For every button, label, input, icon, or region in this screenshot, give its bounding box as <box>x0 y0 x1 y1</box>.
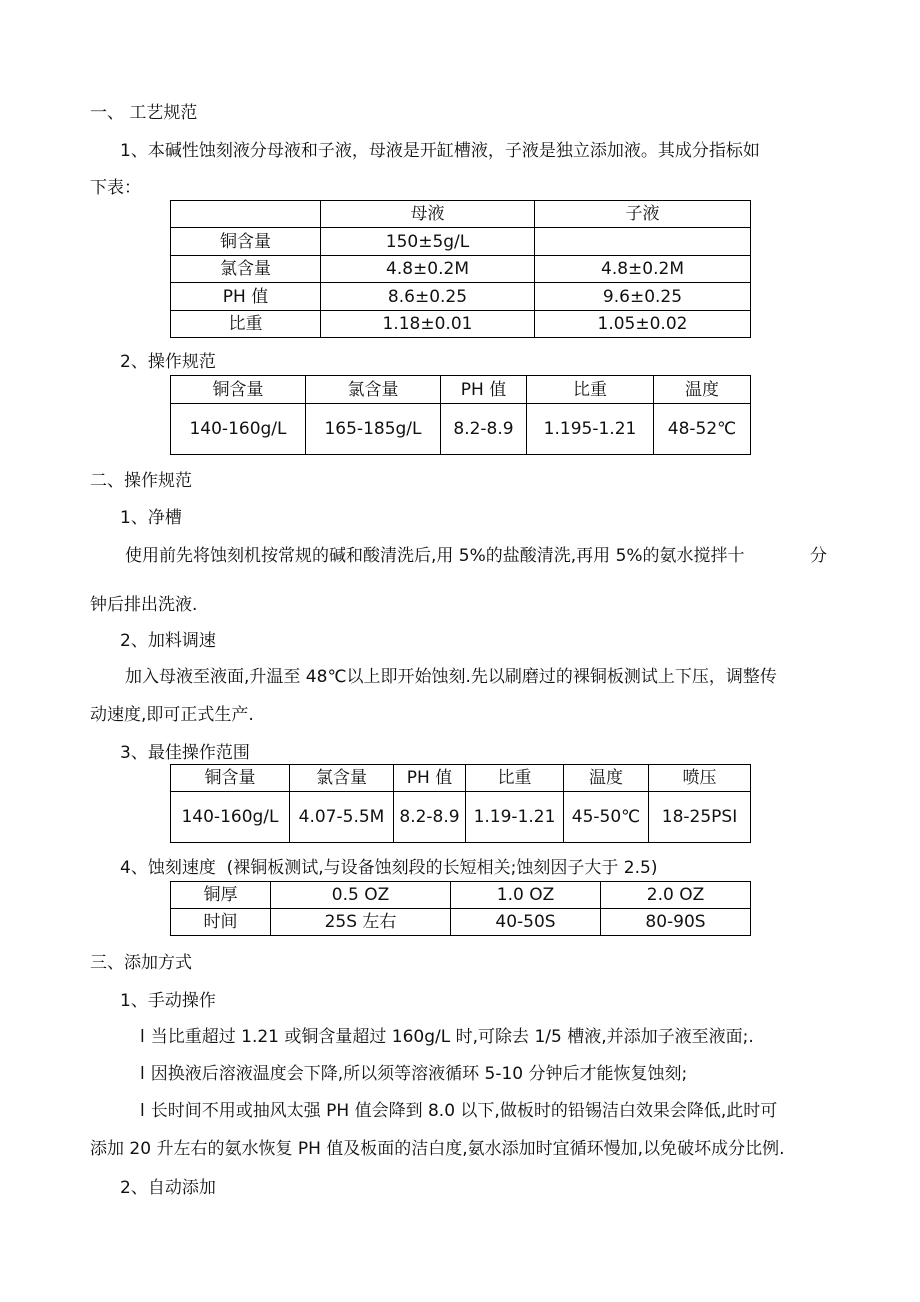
section-3-bullet-3-line-1: l 长时间不用或抽风太强 PH 值会降到 8.0 以下,做板时的铅锡洁白效果会降低,此时可 <box>140 1101 778 1121</box>
section-3-sub-2-label: 2、自动添加 <box>120 1178 216 1198</box>
table-header-cell: 比重 <box>466 765 564 792</box>
bullet-marker: l <box>140 1101 145 1121</box>
table-cell: 1.195-1.21 <box>527 404 654 455</box>
section-2-sub-1-line-1-end: 分 <box>810 546 827 566</box>
etch-speed-table <box>170 881 751 936</box>
bullet-marker: l <box>140 1064 145 1084</box>
table-cell: 8.2-8.9 <box>441 404 527 455</box>
section-3-bullet-1: l 当比重超过 1.21 或铜含量超过 160g/L 时,可除去 1/5 槽液,并添加子液至液面;. <box>140 1027 754 1047</box>
table-cell: 48-52℃ <box>654 404 751 455</box>
table-cell: 铜厚 <box>171 882 271 909</box>
table-header-cell: 温度 <box>654 376 751 404</box>
table-row <box>171 882 751 909</box>
table-cell: 铜含量 <box>171 228 321 256</box>
table-cell: 140-160g/L <box>171 792 290 843</box>
solution-composition-table <box>170 200 751 338</box>
table-cell: 40-50S <box>451 909 601 936</box>
optimal-range-table <box>170 764 751 843</box>
table-row <box>171 256 751 283</box>
table-cell: 2.0 OZ <box>601 882 751 909</box>
section-3-heading: 三、添加方式 <box>90 953 192 973</box>
section-2-heading: 二、操作规范 <box>90 471 192 491</box>
section-1-item-2-label: 2、操作规范 <box>120 352 216 372</box>
section-1-item-1-line-1: 1、本碱性蚀刻液分母液和子液，母液是开缸槽液，子液是独立添加液。其成分指标如 <box>120 141 760 161</box>
table-header-cell: 氯含量 <box>290 765 394 792</box>
table-cell: 150±5g/L <box>321 228 535 256</box>
table-header-cell: 母液 <box>321 201 535 228</box>
table-header-cell: PH 值 <box>394 765 466 792</box>
operating-spec-table <box>170 375 751 455</box>
table-header-cell: 子液 <box>535 201 751 228</box>
table-cell: 4.8±0.2M <box>321 256 535 283</box>
section-2-sub-2-line-1: 加入母液至液面,升温至 48℃以上即开始蚀刻.先以刷磨过的裸铜板测试上下压，调整传 <box>125 667 777 687</box>
section-2-sub-1-line-2: 钟后排出洗液. <box>90 595 198 615</box>
section-3-bullet-3-line-2: 添加 20 升左右的氨水恢复 PH 值及板面的洁白度,氨水添加时宜循环慢加,以免破坏成分比例. <box>90 1139 785 1159</box>
table-header-cell: 氯含量 <box>306 376 441 404</box>
bullet-marker: l <box>140 1027 145 1047</box>
table-cell: 1.18±0.01 <box>321 311 535 338</box>
table-header-cell: 比重 <box>527 376 654 404</box>
section-2-sub-4-label: 4、蚀刻速度 (裸铜板测试,与设备蚀刻段的长短相关;蚀刻因子大于 2.5) <box>120 858 658 878</box>
table-row <box>171 404 751 455</box>
table-row <box>171 765 751 792</box>
section-1-heading: 一、 工艺规范 <box>90 103 198 123</box>
table-cell: 1.0 OZ <box>451 882 601 909</box>
table-row <box>171 311 751 338</box>
table-row <box>171 283 751 311</box>
table-cell: PH 值 <box>171 283 321 311</box>
table-cell: 4.8±0.2M <box>535 256 751 283</box>
table-row <box>171 201 751 228</box>
table-cell: 18-25PSI <box>649 792 751 843</box>
table-cell: 9.6±0.25 <box>535 283 751 311</box>
table-header-cell <box>171 201 321 228</box>
table-cell: 80-90S <box>601 909 751 936</box>
table-row <box>171 909 751 936</box>
table-cell: 25S 左右 <box>271 909 451 936</box>
table-cell: 4.07-5.5M <box>290 792 394 843</box>
table-row <box>171 792 751 843</box>
table-cell: 140-160g/L <box>171 404 306 455</box>
section-3-sub-1-label: 1、手动操作 <box>120 991 216 1011</box>
table-cell: 45-50℃ <box>564 792 649 843</box>
table-cell: 1.19-1.21 <box>466 792 564 843</box>
table-header-cell: PH 值 <box>441 376 527 404</box>
table-cell: 时间 <box>171 909 271 936</box>
section-2-sub-3-label: 3、最佳操作范围 <box>120 743 250 763</box>
table-row <box>171 376 751 404</box>
table-cell: 1.05±0.02 <box>535 311 751 338</box>
table-cell: 0.5 OZ <box>271 882 451 909</box>
table-cell: 8.6±0.25 <box>321 283 535 311</box>
section-2-sub-2-label: 2、加料调速 <box>120 631 216 651</box>
table-cell: 165-185g/L <box>306 404 441 455</box>
section-1-item-1-line-2: 下表： <box>90 178 141 198</box>
table-header-cell: 铜含量 <box>171 765 290 792</box>
table-row <box>171 228 751 256</box>
table-cell: 8.2-8.9 <box>394 792 466 843</box>
section-2-sub-1-line-1: 使用前先将蚀刻机按常规的碱和酸清洗后,用 5%的盐酸清洗,再用 5%的氨水搅拌十 <box>125 546 745 566</box>
table-header-cell: 喷压 <box>649 765 751 792</box>
table-cell: 氯含量 <box>171 256 321 283</box>
table-cell <box>535 228 751 256</box>
table-header-cell: 温度 <box>564 765 649 792</box>
table-header-cell: 铜含量 <box>171 376 306 404</box>
section-2-sub-1-label: 1、净槽 <box>120 508 182 528</box>
section-2-sub-2-line-2: 动速度,即可正式生产. <box>90 705 254 725</box>
section-3-bullet-2: l 因换液后溶液温度会下降,所以须等溶液循环 5-10 分钟后才能恢复蚀刻; <box>140 1064 688 1084</box>
table-cell: 比重 <box>171 311 321 338</box>
